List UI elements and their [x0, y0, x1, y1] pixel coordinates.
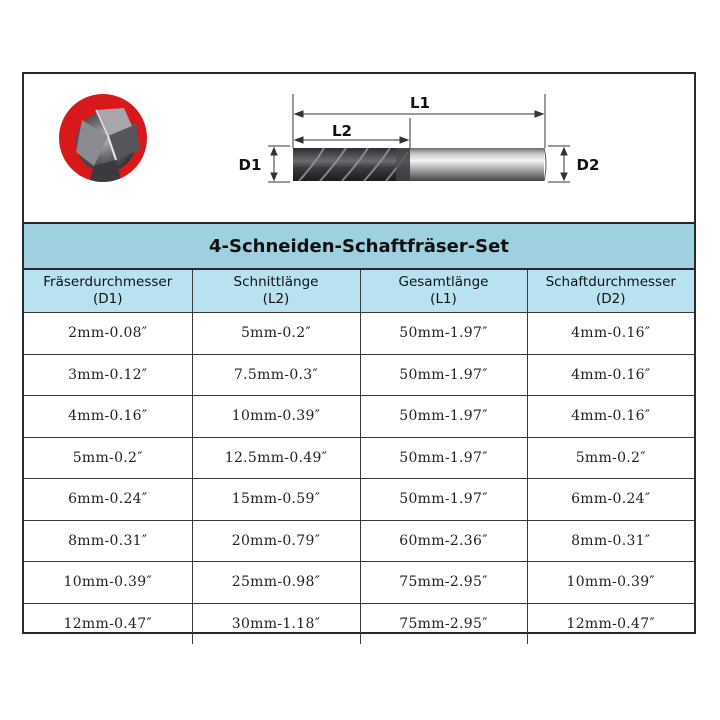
- table-cell: 20mm-0.79″: [192, 520, 360, 562]
- cutter-tip-closeup: [59, 94, 147, 186]
- table-cell: 6mm-0.24″: [527, 479, 694, 521]
- table-cell: 50mm-1.97″: [360, 479, 527, 521]
- table-title: 4-Schneiden-Schaftfräser-Set: [209, 235, 509, 257]
- table-cell: 30mm-1.18″: [192, 603, 360, 644]
- header-cutter-diameter: Fräserdurchmesser (D1): [24, 270, 192, 313]
- table-cell: 75mm-2.95″: [360, 603, 527, 644]
- table-cell: 4mm-0.16″: [527, 313, 694, 355]
- table-row: [24, 479, 694, 521]
- label-l1: L1: [410, 94, 430, 112]
- table-cell: 7.5mm-0.3″: [192, 354, 360, 396]
- table-row: [24, 603, 694, 644]
- table-cell: 12mm-0.47″: [527, 603, 694, 644]
- table-cell: 50mm-1.97″: [360, 437, 527, 479]
- header-overall-length: Gesamtlänge (L1): [360, 270, 527, 313]
- dimension-l2: [295, 118, 410, 148]
- table-cell: 4mm-0.16″: [24, 396, 192, 438]
- table-row: [24, 396, 694, 438]
- table-cell: 8mm-0.31″: [527, 520, 694, 562]
- dimension-d2: [548, 146, 570, 182]
- table-cell: 2mm-0.08″: [24, 313, 192, 355]
- table-cell: 75mm-2.95″: [360, 562, 527, 604]
- label-d2: D2: [576, 156, 600, 174]
- table-cell: 60mm-2.36″: [360, 520, 527, 562]
- table-row: [24, 520, 694, 562]
- table-cell: 50mm-1.97″: [360, 396, 527, 438]
- table-cell: 3mm-0.12″: [24, 354, 192, 396]
- table-cell: 4mm-0.16″: [527, 354, 694, 396]
- table-cell: 50mm-1.97″: [360, 313, 527, 355]
- table-cell: 25mm-0.98″: [192, 562, 360, 604]
- end-mill-diagram: [24, 74, 694, 222]
- table-cell: 15mm-0.59″: [192, 479, 360, 521]
- header-shank-diameter: Schaftdurchmesser (D2): [527, 270, 694, 313]
- table-cell: 10mm-0.39″: [527, 562, 694, 604]
- label-d1: D1: [238, 156, 262, 174]
- table-cell: 6mm-0.24″: [24, 479, 192, 521]
- table-cell: 4mm-0.16″: [527, 396, 694, 438]
- table-title-bar: [24, 222, 694, 270]
- table-cell: 5mm-0.2″: [192, 313, 360, 355]
- table-cell: 5mm-0.2″: [24, 437, 192, 479]
- table-row: [24, 562, 694, 604]
- header-cutting-length: Schnittlänge (L2): [192, 270, 360, 313]
- table-row: [24, 313, 694, 355]
- table-row: [24, 437, 694, 479]
- table-cell: 12mm-0.47″: [24, 603, 192, 644]
- table-cell: 5mm-0.2″: [527, 437, 694, 479]
- label-l2: L2: [332, 122, 352, 140]
- table-cell: 8mm-0.31″: [24, 520, 192, 562]
- dimension-d1: [268, 146, 290, 182]
- table-cell: 10mm-0.39″: [24, 562, 192, 604]
- table-cell: 12.5mm-0.49″: [192, 437, 360, 479]
- spec-sheet: [22, 72, 696, 634]
- table-cell: 10mm-0.39″: [192, 396, 360, 438]
- end-mill-tool: [293, 148, 546, 181]
- dimensions-table: [24, 270, 694, 644]
- table-row: [24, 354, 694, 396]
- table-cell: 50mm-1.97″: [360, 354, 527, 396]
- table-header-row: [24, 270, 694, 313]
